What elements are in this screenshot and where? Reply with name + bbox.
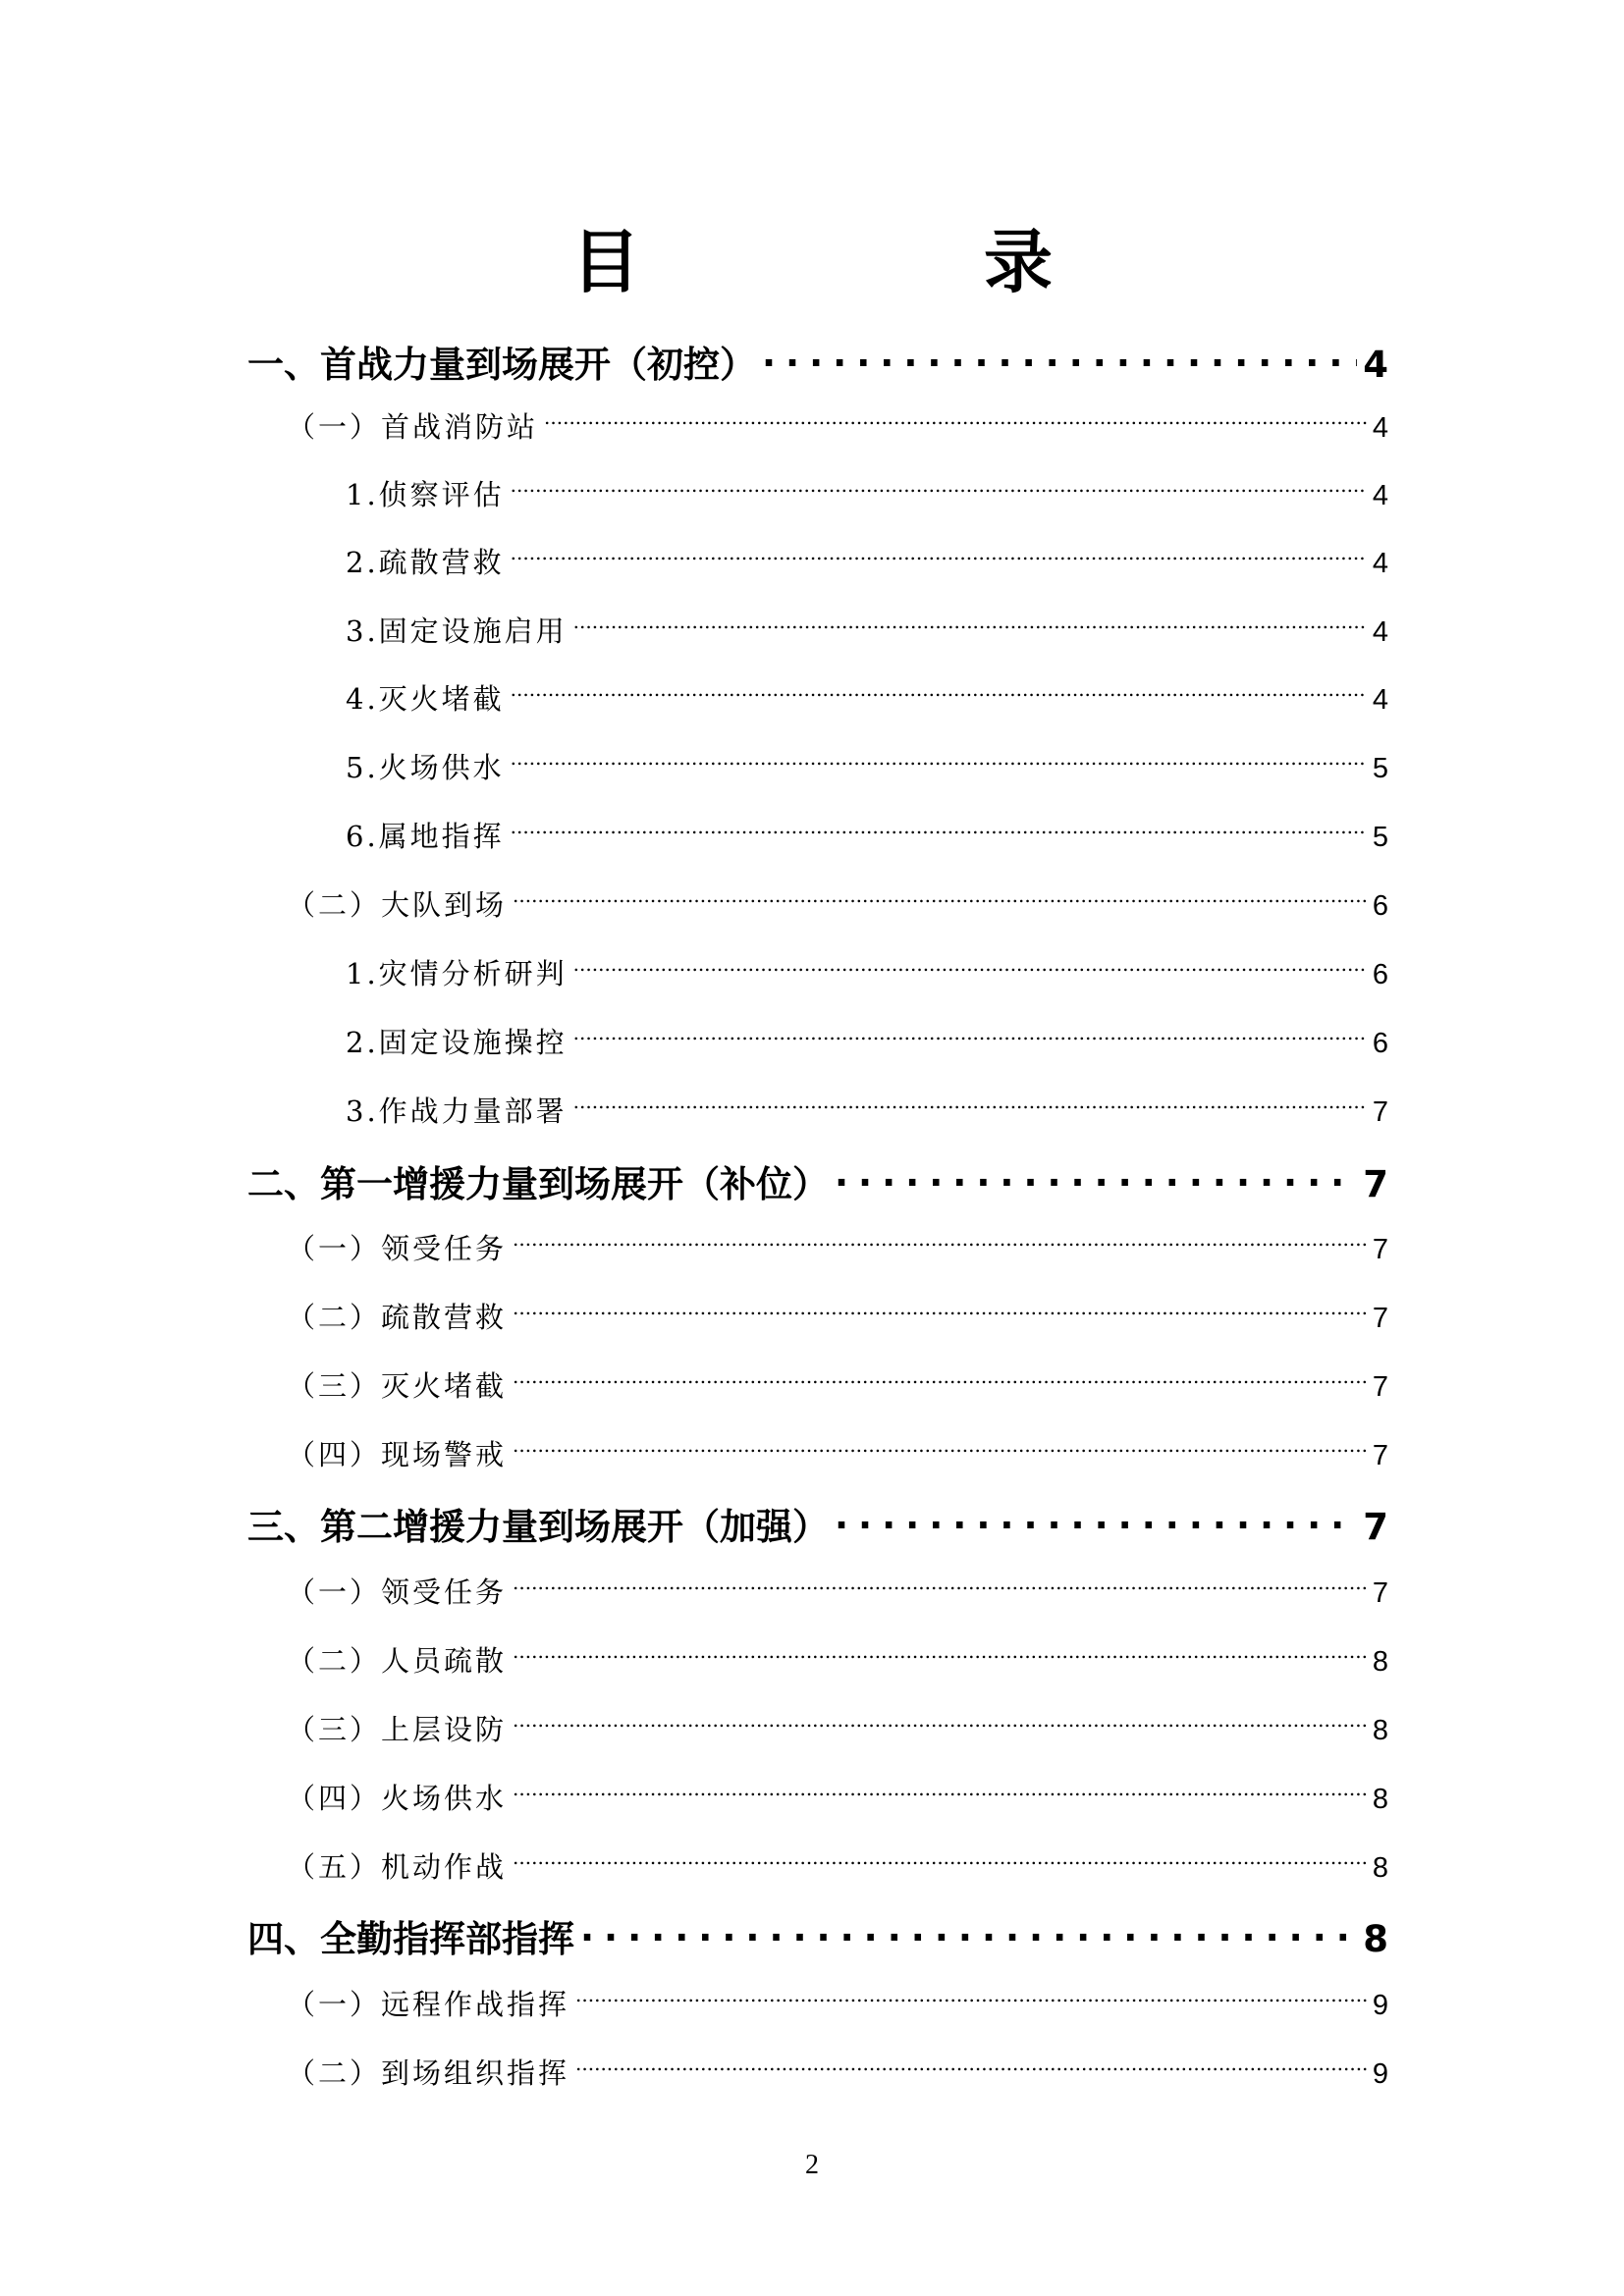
toc-entry-label: 一、首战力量到场展开（初控）	[247, 343, 756, 386]
toc-entry-page-number: 7	[1372, 1577, 1388, 1609]
toc-entry-label: （二）疏散营救	[287, 1301, 508, 1334]
toc-entry-page-number: 4	[1372, 684, 1388, 716]
toc-leader-dots	[513, 1299, 1367, 1327]
toc-entry-level-2[interactable]	[287, 2054, 1388, 2093]
toc-entry-level-3[interactable]	[346, 954, 1388, 993]
toc-entry-label: （二）大队到场	[287, 888, 508, 922]
toc-entry-label: （三）上层设防	[287, 1713, 508, 1746]
toc-entry-level-3[interactable]	[346, 679, 1388, 719]
toc-leader-dots	[835, 1499, 1357, 1539]
page-number: 2	[805, 2150, 819, 2180]
toc-entry-level-3[interactable]	[346, 543, 1388, 582]
toc-leader-dots	[511, 680, 1367, 709]
toc-entry-level-2[interactable]	[287, 1366, 1388, 1406]
toc-entry-level-1[interactable]	[247, 337, 1388, 386]
page-title: 目 录	[571, 222, 1190, 302]
toc-leader-dots	[511, 749, 1367, 777]
toc-entry-label: （一）远程作战指挥	[287, 1988, 570, 2021]
toc-entry-label: 2.疏散营救	[346, 546, 505, 579]
toc-entry-page-number: 7	[1372, 1303, 1388, 1334]
toc-entry-label: 三、第二增援力量到场展开（加强）	[247, 1505, 829, 1548]
toc-entry-page-number: 5	[1372, 753, 1388, 784]
toc-entry-page-number: 4	[1372, 412, 1388, 444]
toc-entry-label: 5.火场供水	[346, 751, 505, 784]
toc-leader-dots	[575, 1986, 1367, 2014]
toc-entry-level-2[interactable]	[287, 1710, 1388, 1749]
toc-entry-page-number: 7	[1363, 1505, 1388, 1548]
toc-entry-label: 6.属地指挥	[346, 820, 505, 853]
toc-entry-level-2[interactable]	[287, 1641, 1388, 1681]
toc-entry-page-number: 7	[1372, 1371, 1388, 1403]
toc-entry-level-2[interactable]	[287, 1985, 1388, 2024]
toc-entry-label: （二）人员疏散	[287, 1644, 508, 1678]
toc-entry-level-2[interactable]	[287, 407, 1388, 447]
toc-entry-label: （三）灭火堵截	[287, 1369, 508, 1403]
toc-entry-level-3[interactable]	[346, 817, 1388, 856]
toc-leader-dots	[513, 1230, 1367, 1258]
toc-leader-dots	[573, 955, 1367, 984]
toc-entry-label: 1.灾情分析研判	[346, 957, 568, 990]
toc-leader-dots	[511, 818, 1367, 846]
toc-entry-page-number: 6	[1372, 959, 1388, 990]
toc-entry-label: 2.固定设施操控	[346, 1026, 568, 1059]
toc-entry-page-number: 7	[1363, 1162, 1388, 1205]
toc-entry-level-3[interactable]	[346, 1023, 1388, 1062]
toc-entry-label: （一）首战消防站	[287, 410, 539, 444]
toc-entry-level-3[interactable]	[346, 612, 1388, 651]
toc-leader-dots	[513, 1574, 1367, 1602]
toc-entry-page-number: 8	[1372, 1715, 1388, 1746]
toc-entry-page-number: 4	[1372, 548, 1388, 579]
toc-entry-level-1[interactable]	[247, 1156, 1388, 1205]
toc-leader-dots	[575, 2055, 1367, 2083]
toc-entry-page-number: 4	[1363, 343, 1388, 386]
toc-entry-label: 3.固定设施启用	[346, 614, 568, 648]
toc-entry-label: （五）机动作战	[287, 1850, 508, 1884]
toc-leader-dots	[580, 1911, 1357, 1951]
toc-entry-page-number: 8	[1372, 1852, 1388, 1884]
toc-leader-dots	[511, 544, 1367, 572]
toc-leader-dots	[573, 1024, 1367, 1052]
toc-leader-dots	[513, 1436, 1367, 1465]
toc-entry-page-number: 6	[1372, 890, 1388, 922]
toc-entry-page-number: 7	[1372, 1234, 1388, 1265]
toc-entry-page-number: 8	[1372, 1784, 1388, 1815]
toc-leader-dots	[513, 1848, 1367, 1877]
toc-entry-level-2[interactable]	[287, 1435, 1388, 1474]
toc-entry-level-2[interactable]	[287, 1779, 1388, 1818]
toc-entry-page-number: 7	[1372, 1440, 1388, 1471]
toc-entry-label: 1.侦察评估	[346, 478, 505, 511]
toc-entry-label: （四）现场警戒	[287, 1438, 508, 1471]
toc-entry-level-2[interactable]	[287, 1298, 1388, 1337]
toc-entry-level-1[interactable]	[247, 1499, 1388, 1548]
toc-entry-label: 3.作战力量部署	[346, 1095, 568, 1128]
toc-leader-dots	[513, 1642, 1367, 1671]
toc-leader-dots	[573, 1093, 1367, 1121]
toc-entry-label: 二、第一增援力量到场展开（补位）	[247, 1162, 829, 1205]
toc-entry-page-number: 7	[1372, 1096, 1388, 1128]
toc-leader-dots	[573, 613, 1367, 641]
toc-entry-page-number: 8	[1363, 1917, 1388, 1960]
toc-entry-level-2[interactable]	[287, 1847, 1388, 1887]
toc-entry-page-number: 6	[1372, 1028, 1388, 1059]
toc-entry-page-number: 8	[1372, 1646, 1388, 1678]
toc-entry-level-2[interactable]	[287, 1229, 1388, 1268]
toc-entry-label: （二）到场组织指挥	[287, 2056, 570, 2090]
toc-entry-level-1[interactable]	[247, 1911, 1388, 1960]
toc-entry-level-3[interactable]	[346, 748, 1388, 787]
toc-leader-dots	[513, 1711, 1367, 1739]
toc-leader-dots	[513, 1780, 1367, 1808]
toc-leader-dots	[511, 476, 1367, 505]
toc-entry-level-2[interactable]	[287, 885, 1388, 925]
toc-entry-level-3[interactable]	[346, 1092, 1388, 1131]
toc-entry-page-number: 5	[1372, 822, 1388, 853]
toc-entry-page-number: 9	[1372, 1990, 1388, 2021]
toc-entry-level-2[interactable]	[287, 1573, 1388, 1612]
toc-entry-label: （四）火场供水	[287, 1782, 508, 1815]
toc-entry-page-number: 9	[1372, 2058, 1388, 2090]
toc-entry-label: （一）领受任务	[287, 1575, 508, 1609]
toc-entry-label: 四、全勤指挥部指挥	[247, 1917, 574, 1960]
toc-leader-dots	[513, 886, 1367, 915]
toc-leader-dots	[762, 337, 1357, 377]
toc-entry-page-number: 4	[1372, 480, 1388, 511]
toc-entry-label: （一）领受任务	[287, 1232, 508, 1265]
toc-entry-level-3[interactable]	[346, 475, 1388, 514]
toc-leader-dots	[544, 408, 1367, 437]
toc-entry-label: 4.灭火堵截	[346, 682, 505, 716]
toc-leader-dots	[835, 1156, 1357, 1197]
toc-entry-page-number: 4	[1372, 616, 1388, 648]
toc-leader-dots	[513, 1367, 1367, 1396]
